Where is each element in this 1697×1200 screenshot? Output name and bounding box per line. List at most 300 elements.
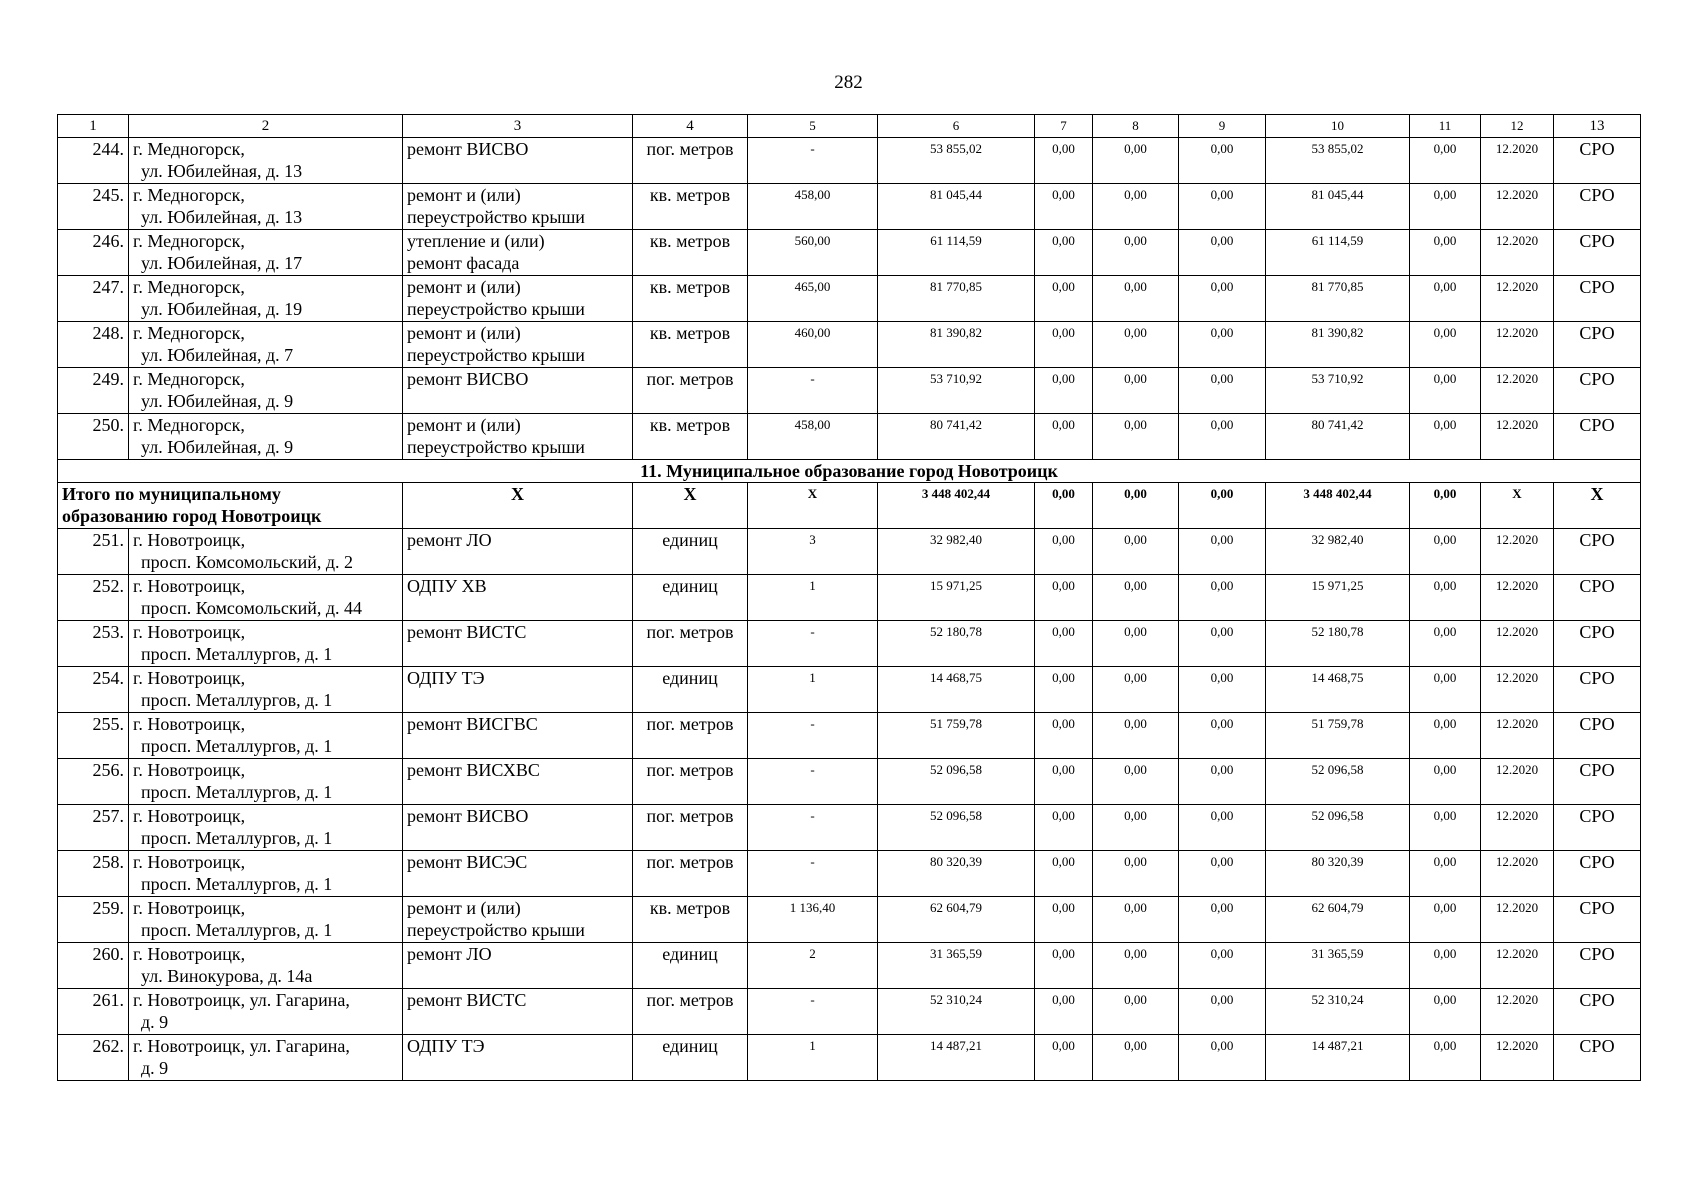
cell-c8: 0,00: [1093, 943, 1179, 989]
address-line: г. Новотроицк,: [133, 622, 246, 642]
work-type-line: ремонт ЛО: [407, 944, 492, 964]
address-cell: [129, 322, 403, 368]
cell-c8: 0,00: [1093, 276, 1179, 322]
row-number: 260.: [58, 943, 129, 989]
table-row: [58, 897, 1641, 943]
row-number: 259.: [58, 897, 129, 943]
cell-c12: 12.2020: [1481, 851, 1554, 897]
cell-c12: 12.2020: [1481, 184, 1554, 230]
cell-c9: 0,00: [1179, 851, 1266, 897]
cell-c11: 0,00: [1410, 851, 1481, 897]
total-c4: Х: [633, 483, 748, 529]
cell-c7: 0,00: [1035, 943, 1093, 989]
quantity-cell: -: [748, 621, 878, 667]
address-cell: [129, 897, 403, 943]
quantity-cell: 3: [748, 529, 878, 575]
cell-c8: 0,00: [1093, 713, 1179, 759]
address-line: ул. Винокурова, д. 14а: [141, 966, 313, 986]
row-number: 262.: [58, 1035, 129, 1081]
col-header: 10: [1266, 115, 1410, 138]
row-number: 244.: [58, 138, 129, 184]
cell-c8: 0,00: [1093, 621, 1179, 667]
address-cell: [129, 414, 403, 460]
work-type-line: ремонт ВИСЭС: [407, 852, 528, 872]
cell-c10: 53 710,92: [1266, 368, 1410, 414]
work-type-cell: [403, 713, 633, 759]
cell-c10: 31 365,59: [1266, 943, 1410, 989]
unit-cell: кв. метров: [633, 276, 748, 322]
address-cell: [129, 138, 403, 184]
cell-c12: 12.2020: [1481, 621, 1554, 667]
table-row: [58, 230, 1641, 276]
cell-c12: 12.2020: [1481, 667, 1554, 713]
cell-c10: 14 468,75: [1266, 667, 1410, 713]
work-type-line: переустройство крыши: [407, 299, 585, 319]
cell-c11: 0,00: [1410, 943, 1481, 989]
quantity-cell: 465,00: [748, 276, 878, 322]
unit-cell: пог. метров: [633, 621, 748, 667]
cell-c7: 0,00: [1035, 805, 1093, 851]
quantity-cell: -: [748, 759, 878, 805]
address-line: д. 9: [141, 1058, 169, 1078]
cell-c10: 81 390,82: [1266, 322, 1410, 368]
cell-c12: 12.2020: [1481, 805, 1554, 851]
executor-cell: СРО: [1554, 713, 1641, 759]
address-line: ул. Юбилейная, д. 13: [141, 161, 303, 181]
cell-c8: 0,00: [1093, 230, 1179, 276]
address-line: г. Новотроицк,: [133, 806, 246, 826]
cell-c9: 0,00: [1179, 805, 1266, 851]
cell-c12: 12.2020: [1481, 1035, 1554, 1081]
address-line: просп. Металлургов, д. 1: [141, 690, 333, 710]
cell-c8: 0,00: [1093, 322, 1179, 368]
total-c5: Х: [748, 483, 878, 529]
address-line: г. Медногорск,: [133, 369, 245, 389]
quantity-cell: -: [748, 138, 878, 184]
row-number: 253.: [58, 621, 129, 667]
cell-c7: 0,00: [1035, 138, 1093, 184]
unit-cell: пог. метров: [633, 851, 748, 897]
works-table: [57, 114, 1641, 1081]
address-cell: [129, 230, 403, 276]
work-type-cell: [403, 805, 633, 851]
address-line: г. Новотроицк,: [133, 852, 246, 872]
quantity-cell: -: [748, 368, 878, 414]
table-row: [58, 184, 1641, 230]
executor-cell: СРО: [1554, 575, 1641, 621]
executor-cell: СРО: [1554, 989, 1641, 1035]
unit-cell: пог. метров: [633, 368, 748, 414]
total-c13: Х: [1554, 483, 1641, 529]
table-row: [58, 759, 1641, 805]
cell-c9: 0,00: [1179, 184, 1266, 230]
executor-cell: СРО: [1554, 759, 1641, 805]
cell-c9: 0,00: [1179, 943, 1266, 989]
unit-cell: единиц: [633, 667, 748, 713]
cell-c12: 12.2020: [1481, 759, 1554, 805]
address-line: г. Новотроицк,: [133, 668, 246, 688]
work-type-cell: [403, 138, 633, 184]
cell-c6: 53 855,02: [878, 138, 1035, 184]
cell-c6: 81 045,44: [878, 184, 1035, 230]
cell-c10: 52 096,58: [1266, 805, 1410, 851]
cell-c7: 0,00: [1035, 667, 1093, 713]
cell-c11: 0,00: [1410, 989, 1481, 1035]
col-header: 6: [878, 115, 1035, 138]
work-type-line: ремонт и (или): [407, 277, 521, 297]
work-type-cell: [403, 368, 633, 414]
cell-c8: 0,00: [1093, 1035, 1179, 1081]
total-c7: 0,00: [1035, 483, 1093, 529]
quantity-cell: -: [748, 989, 878, 1035]
cell-c11: 0,00: [1410, 575, 1481, 621]
address-cell: [129, 943, 403, 989]
work-type-cell: [403, 667, 633, 713]
col-header: 8: [1093, 115, 1179, 138]
cell-c6: 52 096,58: [878, 759, 1035, 805]
cell-c8: 0,00: [1093, 759, 1179, 805]
cell-c6: 52 096,58: [878, 805, 1035, 851]
col-header: 9: [1179, 115, 1266, 138]
work-type-cell: [403, 851, 633, 897]
row-number: 254.: [58, 667, 129, 713]
total-c3: Х: [403, 483, 633, 529]
cell-c11: 0,00: [1410, 529, 1481, 575]
cell-c6: 52 310,24: [878, 989, 1035, 1035]
cell-c7: 0,00: [1035, 230, 1093, 276]
work-type-cell: [403, 943, 633, 989]
executor-cell: СРО: [1554, 368, 1641, 414]
cell-c7: 0,00: [1035, 529, 1093, 575]
cell-c11: 0,00: [1410, 805, 1481, 851]
table-row: [58, 621, 1641, 667]
address-cell: [129, 276, 403, 322]
cell-c7: 0,00: [1035, 575, 1093, 621]
cell-c12: 12.2020: [1481, 529, 1554, 575]
row-number: 251.: [58, 529, 129, 575]
cell-c10: 53 855,02: [1266, 138, 1410, 184]
row-number: 249.: [58, 368, 129, 414]
address-line: просп. Металлургов, д. 1: [141, 736, 333, 756]
work-type-cell: [403, 575, 633, 621]
address-cell: [129, 368, 403, 414]
work-type-line: ремонт ВИСТС: [407, 990, 527, 1010]
executor-cell: СРО: [1554, 322, 1641, 368]
cell-c6: 15 971,25: [878, 575, 1035, 621]
cell-c11: 0,00: [1410, 713, 1481, 759]
unit-cell: кв. метров: [633, 322, 748, 368]
work-type-cell: [403, 529, 633, 575]
total-row: [58, 483, 1641, 529]
address-line: г. Медногорск,: [133, 415, 245, 435]
executor-cell: СРО: [1554, 851, 1641, 897]
cell-c8: 0,00: [1093, 897, 1179, 943]
cell-c10: 61 114,59: [1266, 230, 1410, 276]
cell-c9: 0,00: [1179, 322, 1266, 368]
work-type-line: ремонт ЛО: [407, 530, 492, 550]
total-c8: 0,00: [1093, 483, 1179, 529]
quantity-cell: 1: [748, 575, 878, 621]
work-type-line: ремонт ВИСТС: [407, 622, 527, 642]
unit-cell: единиц: [633, 529, 748, 575]
table-row: [58, 667, 1641, 713]
work-type-line: переустройство крыши: [407, 345, 585, 365]
cell-c12: 12.2020: [1481, 989, 1554, 1035]
address-line: г. Новотроицк,: [133, 760, 246, 780]
address-cell: [129, 805, 403, 851]
unit-cell: пог. метров: [633, 713, 748, 759]
unit-cell: пог. метров: [633, 138, 748, 184]
address-cell: [129, 529, 403, 575]
address-line: ул. Юбилейная, д. 17: [141, 253, 303, 273]
cell-c10: 51 759,78: [1266, 713, 1410, 759]
cell-c6: 52 180,78: [878, 621, 1035, 667]
work-type-line: ремонт ВИСВО: [407, 139, 529, 159]
work-type-line: ремонт фасада: [407, 253, 520, 273]
row-number: 250.: [58, 414, 129, 460]
work-type-line: переустройство крыши: [407, 920, 585, 940]
cell-c11: 0,00: [1410, 368, 1481, 414]
cell-c11: 0,00: [1410, 759, 1481, 805]
cell-c12: 12.2020: [1481, 575, 1554, 621]
cell-c12: 12.2020: [1481, 368, 1554, 414]
total-c12: Х: [1481, 483, 1554, 529]
quantity-cell: -: [748, 713, 878, 759]
work-type-cell: [403, 414, 633, 460]
cell-c6: 53 710,92: [878, 368, 1035, 414]
cell-c9: 0,00: [1179, 1035, 1266, 1081]
executor-cell: СРО: [1554, 943, 1641, 989]
cell-c7: 0,00: [1035, 851, 1093, 897]
work-type-line: ремонт ВИСВО: [407, 369, 529, 389]
address-cell: [129, 851, 403, 897]
work-type-cell: [403, 989, 633, 1035]
cell-c8: 0,00: [1093, 667, 1179, 713]
address-cell: [129, 621, 403, 667]
unit-cell: единиц: [633, 1035, 748, 1081]
work-type-line: ремонт и (или): [407, 185, 521, 205]
cell-c7: 0,00: [1035, 184, 1093, 230]
address-cell: [129, 184, 403, 230]
cell-c11: 0,00: [1410, 414, 1481, 460]
unit-cell: пог. метров: [633, 989, 748, 1035]
cell-c12: 12.2020: [1481, 414, 1554, 460]
quantity-cell: 1 136,40: [748, 897, 878, 943]
cell-c7: 0,00: [1035, 322, 1093, 368]
cell-c9: 0,00: [1179, 713, 1266, 759]
address-line: ул. Юбилейная, д. 9: [141, 391, 294, 411]
work-type-line: утепление и (или): [407, 231, 545, 251]
executor-cell: СРО: [1554, 621, 1641, 667]
address-cell: [129, 713, 403, 759]
cell-c10: 62 604,79: [1266, 897, 1410, 943]
quantity-cell: 458,00: [748, 184, 878, 230]
work-type-cell: [403, 1035, 633, 1081]
table-row: [58, 529, 1641, 575]
cell-c6: 51 759,78: [878, 713, 1035, 759]
cell-c12: 12.2020: [1481, 276, 1554, 322]
executor-cell: СРО: [1554, 184, 1641, 230]
table-row: [58, 575, 1641, 621]
cell-c8: 0,00: [1093, 805, 1179, 851]
total-c11: 0,00: [1410, 483, 1481, 529]
total-label: [58, 483, 403, 529]
page-number: 282: [834, 72, 863, 93]
address-cell: [129, 1035, 403, 1081]
section-header-row: [58, 460, 1641, 483]
total-label-line: Итого по муниципальному: [62, 484, 281, 504]
unit-cell: кв. метров: [633, 897, 748, 943]
section-title: 11. Муниципальное образование город Новотроицк: [58, 460, 1641, 483]
cell-c10: 15 971,25: [1266, 575, 1410, 621]
address-line: просп. Комсомольский, д. 44: [141, 598, 363, 618]
address-line: ул. Юбилейная, д. 9: [141, 437, 294, 457]
address-line: г. Медногорск,: [133, 277, 245, 297]
cell-c6: 81 770,85: [878, 276, 1035, 322]
cell-c6: 80 741,42: [878, 414, 1035, 460]
cell-c8: 0,00: [1093, 851, 1179, 897]
col-header: 2: [129, 115, 403, 138]
row-number: 256.: [58, 759, 129, 805]
work-type-line: ремонт и (или): [407, 323, 521, 343]
work-type-cell: [403, 322, 633, 368]
address-cell: [129, 575, 403, 621]
cell-c6: 32 982,40: [878, 529, 1035, 575]
cell-c6: 31 365,59: [878, 943, 1035, 989]
row-number: 258.: [58, 851, 129, 897]
cell-c7: 0,00: [1035, 414, 1093, 460]
quantity-cell: -: [748, 851, 878, 897]
cell-c8: 0,00: [1093, 529, 1179, 575]
cell-c6: 14 487,21: [878, 1035, 1035, 1081]
cell-c10: 80 741,42: [1266, 414, 1410, 460]
col-header: 4: [633, 115, 748, 138]
total-c10: 3 448 402,44: [1266, 483, 1410, 529]
cell-c7: 0,00: [1035, 713, 1093, 759]
cell-c12: 12.2020: [1481, 138, 1554, 184]
table-row: [58, 805, 1641, 851]
row-number: 252.: [58, 575, 129, 621]
cell-c10: 81 045,44: [1266, 184, 1410, 230]
cell-c12: 12.2020: [1481, 713, 1554, 759]
cell-c11: 0,00: [1410, 667, 1481, 713]
cell-c6: 61 114,59: [878, 230, 1035, 276]
address-line: просп. Комсомольский, д. 2: [141, 552, 354, 572]
address-line: г. Медногорск,: [133, 185, 245, 205]
unit-cell: пог. метров: [633, 805, 748, 851]
address-line: г. Новотроицк, ул. Гагарина,: [133, 1036, 350, 1056]
cell-c9: 0,00: [1179, 759, 1266, 805]
executor-cell: СРО: [1554, 138, 1641, 184]
row-number: 255.: [58, 713, 129, 759]
work-type-line: ОДПУ ХВ: [407, 576, 487, 596]
col-header: 3: [403, 115, 633, 138]
address-line: г. Новотроицк, ул. Гагарина,: [133, 990, 350, 1010]
cell-c9: 0,00: [1179, 989, 1266, 1035]
address-line: ул. Юбилейная, д. 19: [141, 299, 303, 319]
cell-c8: 0,00: [1093, 184, 1179, 230]
cell-c11: 0,00: [1410, 897, 1481, 943]
cell-c8: 0,00: [1093, 368, 1179, 414]
cell-c9: 0,00: [1179, 230, 1266, 276]
executor-cell: СРО: [1554, 897, 1641, 943]
cell-c9: 0,00: [1179, 368, 1266, 414]
table-row: [58, 276, 1641, 322]
unit-cell: единиц: [633, 943, 748, 989]
executor-cell: СРО: [1554, 805, 1641, 851]
work-type-line: ремонт ВИСХВС: [407, 760, 540, 780]
work-type-line: ОДПУ ТЭ: [407, 668, 485, 688]
table-row: [58, 368, 1641, 414]
work-type-line: ремонт ВИСВО: [407, 806, 529, 826]
total-c6: 3 448 402,44: [878, 483, 1035, 529]
work-type-line: ремонт ВИСГВС: [407, 714, 538, 734]
quantity-cell: 1: [748, 667, 878, 713]
table-row: [58, 713, 1641, 759]
cell-c11: 0,00: [1410, 1035, 1481, 1081]
address-cell: [129, 759, 403, 805]
address-line: г. Новотроицк,: [133, 898, 246, 918]
cell-c12: 12.2020: [1481, 230, 1554, 276]
cell-c11: 0,00: [1410, 322, 1481, 368]
executor-cell: СРО: [1554, 667, 1641, 713]
col-header: 11: [1410, 115, 1481, 138]
cell-c6: 81 390,82: [878, 322, 1035, 368]
cell-c10: 80 320,39: [1266, 851, 1410, 897]
cell-c9: 0,00: [1179, 897, 1266, 943]
cell-c9: 0,00: [1179, 667, 1266, 713]
table-row: [58, 322, 1641, 368]
cell-c12: 12.2020: [1481, 897, 1554, 943]
row-number: 247.: [58, 276, 129, 322]
row-number: 246.: [58, 230, 129, 276]
cell-c7: 0,00: [1035, 621, 1093, 667]
cell-c11: 0,00: [1410, 230, 1481, 276]
table-row: [58, 1035, 1641, 1081]
cell-c9: 0,00: [1179, 575, 1266, 621]
work-type-line: переустройство крыши: [407, 437, 585, 457]
cell-c7: 0,00: [1035, 897, 1093, 943]
cell-c10: 52 096,58: [1266, 759, 1410, 805]
work-type-cell: [403, 230, 633, 276]
unit-cell: кв. метров: [633, 230, 748, 276]
cell-c11: 0,00: [1410, 621, 1481, 667]
cell-c6: 14 468,75: [878, 667, 1035, 713]
executor-cell: СРО: [1554, 276, 1641, 322]
row-number: 261.: [58, 989, 129, 1035]
cell-c9: 0,00: [1179, 414, 1266, 460]
work-type-line: ремонт и (или): [407, 898, 521, 918]
cell-c10: 81 770,85: [1266, 276, 1410, 322]
cell-c9: 0,00: [1179, 621, 1266, 667]
table-row: [58, 414, 1641, 460]
column-header-row: [58, 115, 1641, 138]
quantity-cell: 2: [748, 943, 878, 989]
work-type-cell: [403, 276, 633, 322]
work-type-line: ОДПУ ТЭ: [407, 1036, 485, 1056]
address-line: просп. Металлургов, д. 1: [141, 782, 333, 802]
cell-c6: 62 604,79: [878, 897, 1035, 943]
row-number: 248.: [58, 322, 129, 368]
cell-c8: 0,00: [1093, 414, 1179, 460]
cell-c11: 0,00: [1410, 184, 1481, 230]
address-line: просп. Металлургов, д. 1: [141, 920, 333, 940]
cell-c7: 0,00: [1035, 368, 1093, 414]
executor-cell: СРО: [1554, 414, 1641, 460]
cell-c9: 0,00: [1179, 529, 1266, 575]
total-label-line: образованию город Новотроицк: [62, 506, 322, 526]
cell-c7: 0,00: [1035, 759, 1093, 805]
